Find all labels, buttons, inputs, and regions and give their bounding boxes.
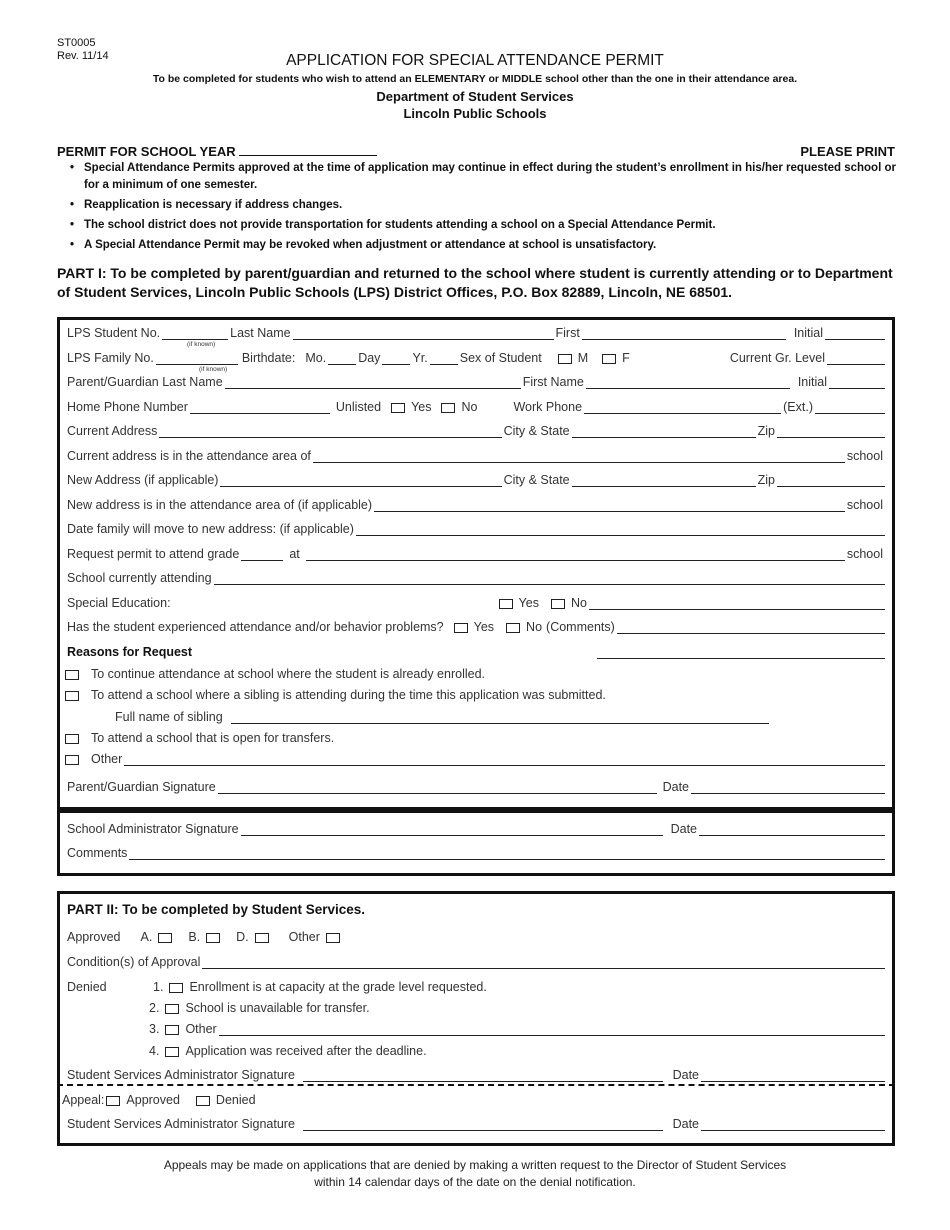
reason-open-row [65, 731, 885, 745]
request-grade-label: Request permit to attend grade [67, 547, 240, 561]
if-known-note: (if known) [199, 366, 228, 373]
sped-yes-label: Yes [518, 596, 539, 610]
deny-unavailable-label: School is unavailable for transfer. [185, 1001, 370, 1015]
sibling-name-field[interactable] [231, 711, 769, 724]
reasons-heading: Reasons for Request [67, 645, 193, 659]
lps-family-no-field[interactable] [156, 352, 238, 365]
admin-box [57, 810, 895, 876]
school-suffix: school [846, 449, 883, 463]
row-parent-name [65, 375, 885, 389]
parent-date-label: Date [662, 780, 689, 794]
row-conditions [65, 955, 885, 969]
appeal-date-label: Date [672, 1117, 699, 1131]
last-name-label: Last Name [230, 326, 291, 340]
appeal-denied-label: Denied [215, 1093, 256, 1107]
row-new-address [65, 473, 885, 487]
reason-sibling-row [65, 688, 885, 702]
note-item: • The school district does not provide transportation for students attending a school on a Special Attendance Permit. [57, 217, 902, 234]
appeal-label: Appeal: [62, 1093, 105, 1107]
reason-continue-row [65, 667, 885, 681]
new-city-state-field[interactable] [572, 474, 756, 487]
lps-student-no-label: LPS Student No. [67, 326, 161, 340]
first-name-label: First [555, 326, 580, 340]
new-zip-field[interactable] [777, 474, 885, 487]
appeal-approved-checkbox[interactable] [106, 1096, 120, 1106]
row-parent-signature [65, 780, 885, 794]
birth-month-field[interactable] [328, 352, 356, 365]
reason-other-row [65, 752, 885, 766]
reason-other-checkbox[interactable] [65, 755, 79, 765]
ss-signature-label: Student Services Administrator Signature [67, 1068, 295, 1082]
deny-4-number: 4. [149, 1044, 160, 1058]
home-phone-label: Home Phone Number [67, 400, 188, 414]
new-address-field[interactable] [220, 474, 501, 487]
please-print-label: PLEASE PRINT [800, 144, 895, 159]
row-appeal [60, 1093, 880, 1107]
admin-signature-field[interactable] [241, 823, 663, 836]
current-address-label: Current Address [67, 424, 158, 438]
parent-last-name-field[interactable] [225, 376, 521, 389]
reasons-extra-field[interactable] [597, 646, 885, 659]
row-current-area [65, 449, 885, 463]
deny-2-number: 2. [149, 1001, 160, 1015]
deny-other-field[interactable] [219, 1023, 885, 1036]
part2-heading: PART II: To be completed by Student Services. [67, 902, 366, 917]
note-item: • Special Attendance Permits approved at the time of application may continue in effect during the student’s enrollment in his/her requested school or for a minimum of one semester. [57, 160, 902, 194]
row-move-date [65, 522, 885, 536]
sex-f-label: F [622, 351, 630, 365]
row-family [65, 351, 885, 365]
problems-no-label: No [526, 620, 543, 634]
birth-year-label: Yr. [412, 351, 428, 365]
row-denied-3 [147, 1022, 885, 1036]
reason-other-label: Other [91, 752, 123, 766]
appeal-approved-label: Approved [126, 1093, 180, 1107]
row-problems [65, 620, 885, 634]
form-code: ST0005 [57, 37, 96, 49]
birth-month-label: Mo. [305, 351, 327, 365]
department-block [0, 88, 950, 122]
row-denied-2 [147, 1001, 885, 1015]
row-sibling-name [113, 710, 769, 724]
birthdate-label: Birthdate: [241, 351, 296, 365]
initial-label: Initial [793, 326, 823, 340]
unlisted-no-checkbox[interactable] [441, 403, 455, 413]
approved-b-label: B. [188, 930, 201, 944]
form-revision: Rev. 11/14 [57, 50, 109, 62]
deny-capacity-label: Enrollment is at capacity at the grade level requested. [189, 980, 487, 994]
approved-d-checkbox[interactable] [255, 933, 269, 943]
approved-other-checkbox[interactable] [326, 933, 340, 943]
note-item: • A Special Attendance Permit may be revoked when adjustment or attendance at school is unsatisfactory. [57, 237, 902, 254]
home-phone-field[interactable] [190, 401, 330, 414]
sex-f-checkbox[interactable] [602, 354, 616, 364]
problems-yes-label: Yes [473, 620, 495, 634]
approved-b-checkbox[interactable] [206, 933, 220, 943]
ss-signature-field[interactable] [303, 1069, 663, 1082]
deny-deadline-checkbox[interactable] [165, 1047, 179, 1057]
ext-field[interactable] [815, 401, 885, 414]
deny-other-label: Other [185, 1022, 217, 1036]
admin-signature-label: School Administrator Signature [67, 822, 239, 836]
birth-day-label: Day [358, 351, 381, 365]
row-current-address [65, 424, 885, 438]
denied-label: Denied [67, 980, 107, 994]
unlisted-no-label: No [461, 400, 478, 414]
lps-student-no-field[interactable] [162, 327, 228, 340]
request-school-field[interactable] [306, 548, 845, 561]
birth-day-field[interactable] [382, 352, 410, 365]
row-denied-4 [147, 1044, 885, 1058]
part1-heading: PART I: To be completed by parent/guardian and returned to the school where student is currently attending or to Department of Student Services, Lincoln Public Schools (LPS) District Offices, P.O. Box 82889, Lincoln, NE 68501. [57, 265, 893, 300]
city-state-field[interactable] [572, 425, 756, 438]
approved-a-checkbox[interactable] [158, 933, 172, 943]
problems-no-checkbox[interactable] [506, 623, 520, 633]
parent-date-field[interactable] [691, 781, 885, 794]
row-approved [65, 930, 885, 944]
school-suffix: school [846, 498, 883, 512]
reason-sibling-label: To attend a school where a sibling is attending during the time this application was submitted. [91, 688, 606, 702]
zip-field[interactable] [777, 425, 885, 438]
sped-no-checkbox[interactable] [551, 599, 565, 609]
row-special-education [65, 596, 885, 610]
current-address-field[interactable] [159, 425, 501, 438]
conditions-label: Condition(s) of Approval [67, 955, 201, 969]
if-known-note: (if known) [187, 341, 216, 348]
admin-comments-field[interactable] [129, 847, 885, 860]
part2-heading-row [65, 903, 885, 917]
row-appeal-signature [65, 1117, 885, 1131]
unlisted-yes-label: Yes [411, 400, 432, 414]
deny-deadline-label: Application was received after the deadline. [185, 1044, 427, 1058]
parent-initial-label: Initial [797, 375, 827, 389]
row-new-area [65, 498, 885, 512]
notes-list [57, 160, 902, 257]
sped-comment-field[interactable] [589, 597, 885, 610]
sped-no-label: No [570, 596, 587, 610]
form-title: APPLICATION FOR SPECIAL ATTENDANCE PERMIT [286, 52, 664, 69]
form-subtitle: To be completed for students who wish to attend an ELEMENTARY or MIDDLE school other than the one in their attendance area. [152, 73, 798, 85]
row-reasons-heading [65, 645, 885, 659]
footer-line-1: Appeals may be made on applications that are denied by making a written request to the Director of Student Services [163, 1158, 787, 1172]
parent-signature-field[interactable] [218, 781, 657, 794]
reason-continue-checkbox[interactable] [65, 670, 79, 680]
ss-date-field[interactable] [701, 1069, 885, 1082]
row-ss-signature [65, 1068, 885, 1082]
grade-level-field[interactable] [827, 352, 885, 365]
new-area-field[interactable] [374, 499, 845, 512]
appeal-signature-label: Student Services Administrator Signature [67, 1117, 295, 1131]
currently-attending-label: School currently attending [67, 571, 212, 585]
last-name-field[interactable] [293, 327, 554, 340]
new-city-state-label: City & State [503, 473, 570, 487]
footer-note [0, 1157, 950, 1191]
reason-continue-label: To continue attendance at school where the student is already enrolled. [91, 667, 486, 681]
work-phone-field[interactable] [584, 401, 781, 414]
city-state-label: City & State [503, 424, 570, 438]
parent-last-name-label: Parent/Guardian Last Name [67, 375, 223, 389]
appeal-divider [57, 1084, 895, 1086]
row-phone [65, 400, 885, 414]
deny-1-number: 1. [153, 980, 164, 994]
initial-field[interactable] [825, 327, 885, 340]
department-name: Department of Student Services [376, 89, 574, 104]
parent-first-name-field[interactable] [586, 376, 790, 389]
row-student-name [65, 326, 885, 340]
new-address-label: New Address (if applicable) [67, 473, 219, 487]
unlisted-yes-checkbox[interactable] [391, 403, 405, 413]
organization-name: Lincoln Public Schools [403, 106, 547, 121]
work-phone-label: Work Phone [513, 400, 583, 414]
unlisted-label: Unlisted [335, 400, 382, 414]
currently-attending-field[interactable] [214, 572, 885, 585]
zip-label: Zip [757, 424, 775, 438]
parent-signature-label: Parent/Guardian Signature [67, 780, 216, 794]
lps-family-no-label: LPS Family No. [67, 351, 154, 365]
school-year-field[interactable] [239, 143, 377, 156]
row-denied-1 [65, 980, 885, 994]
birth-year-field[interactable] [430, 352, 458, 365]
problems-yes-checkbox[interactable] [454, 623, 468, 633]
move-date-field[interactable] [356, 523, 885, 536]
sex-label: Sex of Student [459, 351, 542, 365]
sex-m-label: M [577, 351, 589, 365]
problems-comments-field[interactable] [617, 621, 885, 634]
note-item: • Reapplication is necessary if address changes. [57, 197, 902, 214]
row-admin-comments [65, 846, 885, 860]
approved-d-label: D. [236, 930, 249, 944]
request-grade-field[interactable] [241, 548, 283, 561]
current-area-label: Current address is in the attendance area of [67, 449, 311, 463]
reason-other-field[interactable] [124, 753, 885, 766]
ss-date-label: Date [672, 1068, 699, 1082]
row-admin-signature [65, 822, 885, 836]
problems-comments-label: (Comments) [546, 620, 615, 634]
parent-initial-field[interactable] [829, 376, 885, 389]
move-date-label: Date family will move to new address: (if applicable) [67, 522, 354, 536]
appeal-signature-field[interactable] [303, 1118, 663, 1131]
admin-date-label: Date [670, 822, 697, 836]
footer-line-2: within 14 calendar days of the date on the denial notification. [314, 1175, 636, 1189]
problems-label: Has the student experienced attendance and/or behavior problems? [67, 620, 444, 634]
grade-level-label: Current Gr. Level [729, 351, 825, 365]
admin-comments-label: Comments [67, 846, 128, 860]
reason-open-label: To attend a school that is open for transfers. [91, 731, 335, 745]
new-area-label: New address is in the attendance area of (if applicable) [67, 498, 373, 512]
approved-a-label: A. [140, 930, 153, 944]
ext-label: (Ext.) [783, 400, 813, 414]
sibling-name-label: Full name of sibling [115, 710, 223, 724]
reason-open-checkbox[interactable] [65, 734, 79, 744]
admin-date-field[interactable] [699, 823, 885, 836]
appeal-denied-checkbox[interactable] [196, 1096, 210, 1106]
sped-yes-checkbox[interactable] [499, 599, 513, 609]
current-area-field[interactable] [313, 450, 845, 463]
first-name-field[interactable] [582, 327, 786, 340]
deny-unavailable-checkbox[interactable] [165, 1004, 179, 1014]
new-zip-label: Zip [757, 473, 775, 487]
sex-m-checkbox[interactable] [558, 354, 572, 364]
appeal-date-field[interactable] [701, 1118, 885, 1131]
school-year-label: PERMIT FOR SCHOOL YEAR [57, 144, 236, 159]
row-request-grade [65, 547, 885, 561]
parent-first-name-label: First Name [522, 375, 584, 389]
approved-label: Approved [67, 930, 121, 944]
approved-other-label: Other [288, 930, 320, 944]
deny-other-checkbox[interactable] [165, 1025, 179, 1035]
school-suffix: school [846, 547, 883, 561]
permit-row [57, 143, 895, 159]
conditions-field[interactable] [202, 956, 885, 969]
special-education-label: Special Education: [67, 596, 171, 610]
deny-3-number: 3. [149, 1022, 160, 1036]
at-label: at [289, 547, 300, 561]
reason-sibling-checkbox[interactable] [65, 691, 79, 701]
row-currently-attending [65, 571, 885, 585]
deny-capacity-checkbox[interactable] [169, 983, 183, 993]
